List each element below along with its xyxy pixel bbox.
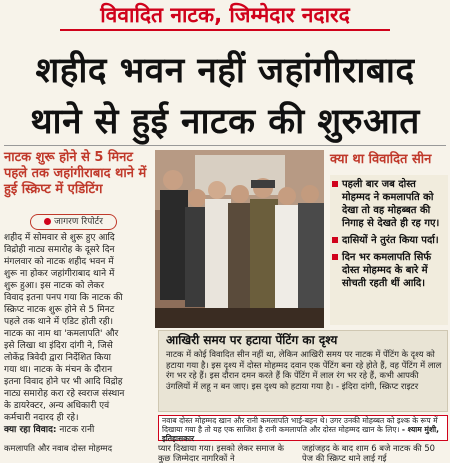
byline-badge xyxy=(30,214,117,230)
body-line: मंगलवार को नाटक शहीद भवन में xyxy=(4,257,114,267)
body-line: स्क्रिप्ट नाटक शुरू होने से 5 मिनट xyxy=(4,305,115,315)
main-headline-line-1: शहीद भवन नहीं जहांगीराबाद xyxy=(35,51,415,91)
body-line: विवाद इतना पनप गया कि नाटक की xyxy=(4,293,123,303)
historian-quote xyxy=(162,416,444,443)
byline-text: जागरण रिपोर्टर xyxy=(54,217,103,227)
body-line-dispute xyxy=(4,424,154,436)
body-line: नाट्य समारोह करा रहे स्वराज संस्थान xyxy=(4,389,125,399)
event-photo xyxy=(155,150,324,328)
quote-attribution: - श्याम मुंशी, इतिहासकार xyxy=(162,425,439,443)
lead-subheading: नाटक शुरू होने से 5 मिनट पहले तक जहांगीराबाद थाने में हुई स्क्रिप्ट में एडिटिंग xyxy=(4,150,147,197)
body-line: विद्रोही नाट्य समारोह के दूसरे दिन xyxy=(4,245,115,255)
body-line: इतना विवाद होने पर भी आदि विद्रोह xyxy=(4,377,123,387)
main-headline-line-2: थाने से हुई नाटक की शुरुआत xyxy=(30,102,420,142)
divider xyxy=(4,145,446,146)
bullet-item xyxy=(332,251,446,290)
bullet-square-icon xyxy=(332,237,338,243)
kicker-headline: विवादित नाटक, जिम्मेदार नदारद xyxy=(100,3,350,27)
bullet-square-icon xyxy=(332,181,338,187)
body-line: इसे लिखा था इंदिरा दांगी ने, जिसे xyxy=(4,341,113,351)
article-body xyxy=(4,232,154,436)
bullet-square-icon xyxy=(332,254,338,260)
kicker-underline xyxy=(60,29,390,31)
bullet-text: दासियों ने तुरंत किया पर्दा। xyxy=(342,235,439,246)
body-line: पहले तक थाने में एडिट होती रही। xyxy=(4,317,114,327)
event-photo-image xyxy=(155,150,324,328)
side-bullet-list xyxy=(332,178,446,294)
body-line: लोकेंद्र त्रिवेदी द्वारा निर्देशित किया xyxy=(4,353,111,363)
byline-dot-icon xyxy=(44,218,51,225)
body-line: के डायरेक्टर, अन्य अधिकारी एवं xyxy=(4,401,110,411)
side-heading: क्या था विवादित सीन xyxy=(330,152,432,167)
dispute-label: क्या रहा विवाद: xyxy=(4,425,57,435)
body-line: कर्मचारी नदारद ही रहे। xyxy=(4,413,79,423)
bullet-text: पहली बार जब दोस्त मोहम्मद ने कमलापति को देखा तो वह मोहब्बत की निगाह से देखते ही रह गए। xyxy=(342,179,440,229)
quote-text: नवाब दोस्त मोहम्मद खान और रानी कमलापति भाई-बहन थे। उगर उनकी मोहब्बत को इश्क के रूप में दिखाया गया है तो यह एक साजिश है रानी कमलापति और दोस्त मोहम्मद खान के लिए। xyxy=(162,416,438,434)
bullet-item xyxy=(332,178,446,230)
body-line: गया था। नाटक के मंचन के दौरान xyxy=(4,365,113,375)
body-line: शुरू हुआ। इस नाटक को लेकर xyxy=(4,281,105,291)
bottom-text-left: कमलापति और नवाब दोस्त मोहम्मद xyxy=(4,443,113,453)
body-line: शहीद में सोमवार से शुरू हुए आदि xyxy=(4,233,115,243)
bottom-text-mid: प्यार दिखाया गया। इसको लेकर समाज के कुछ जिम्मेदार नागरिकों ने xyxy=(158,443,284,463)
painting-scene-title: आखिरी समय पर हटाया पेंटिंग का दृश्य xyxy=(166,333,338,347)
dispute-text: नाटक रानी xyxy=(59,425,95,435)
body-line: नाटक का नाम था 'कमलापति' और xyxy=(4,329,119,339)
bottom-text-right: जहांजहद के बाद शाम 6 बजे नाटक की 50 पेज की स्क्रिप्ट थाने लाई गई xyxy=(302,443,435,463)
body-line: शुरू ना होकर जहांगीराबाद थाने में xyxy=(4,269,115,279)
bullet-item xyxy=(332,234,446,247)
bullet-text: दिन भर कमलापति सिर्फ दोस्त मोहम्मद के बारे में सोचती रहती थीं आदि। xyxy=(342,252,432,289)
painting-scene-body: नाटक में कोई विवादित सीन नहीं था, लेकिन आखिरी समय पर नाटक में पेंटिंग के दृश्य को हटाया गया है। इस दृश्य में दोस्त मोहम्मद दवान एक पेंटिंग बना रहे होते हैं, वह पेंटिंग में लाल रंग भर रहे हैं। इस दौरान दमन करते हैं कि पेंटिंग में लाल रंग भर रहे हैं, कभी आपकी उंगलियों में लहू न बन जाए। इस दृश्य को हटाया गया है। - इंदिरा दांगी, स्क्रिप्ट राइटर xyxy=(166,349,442,391)
